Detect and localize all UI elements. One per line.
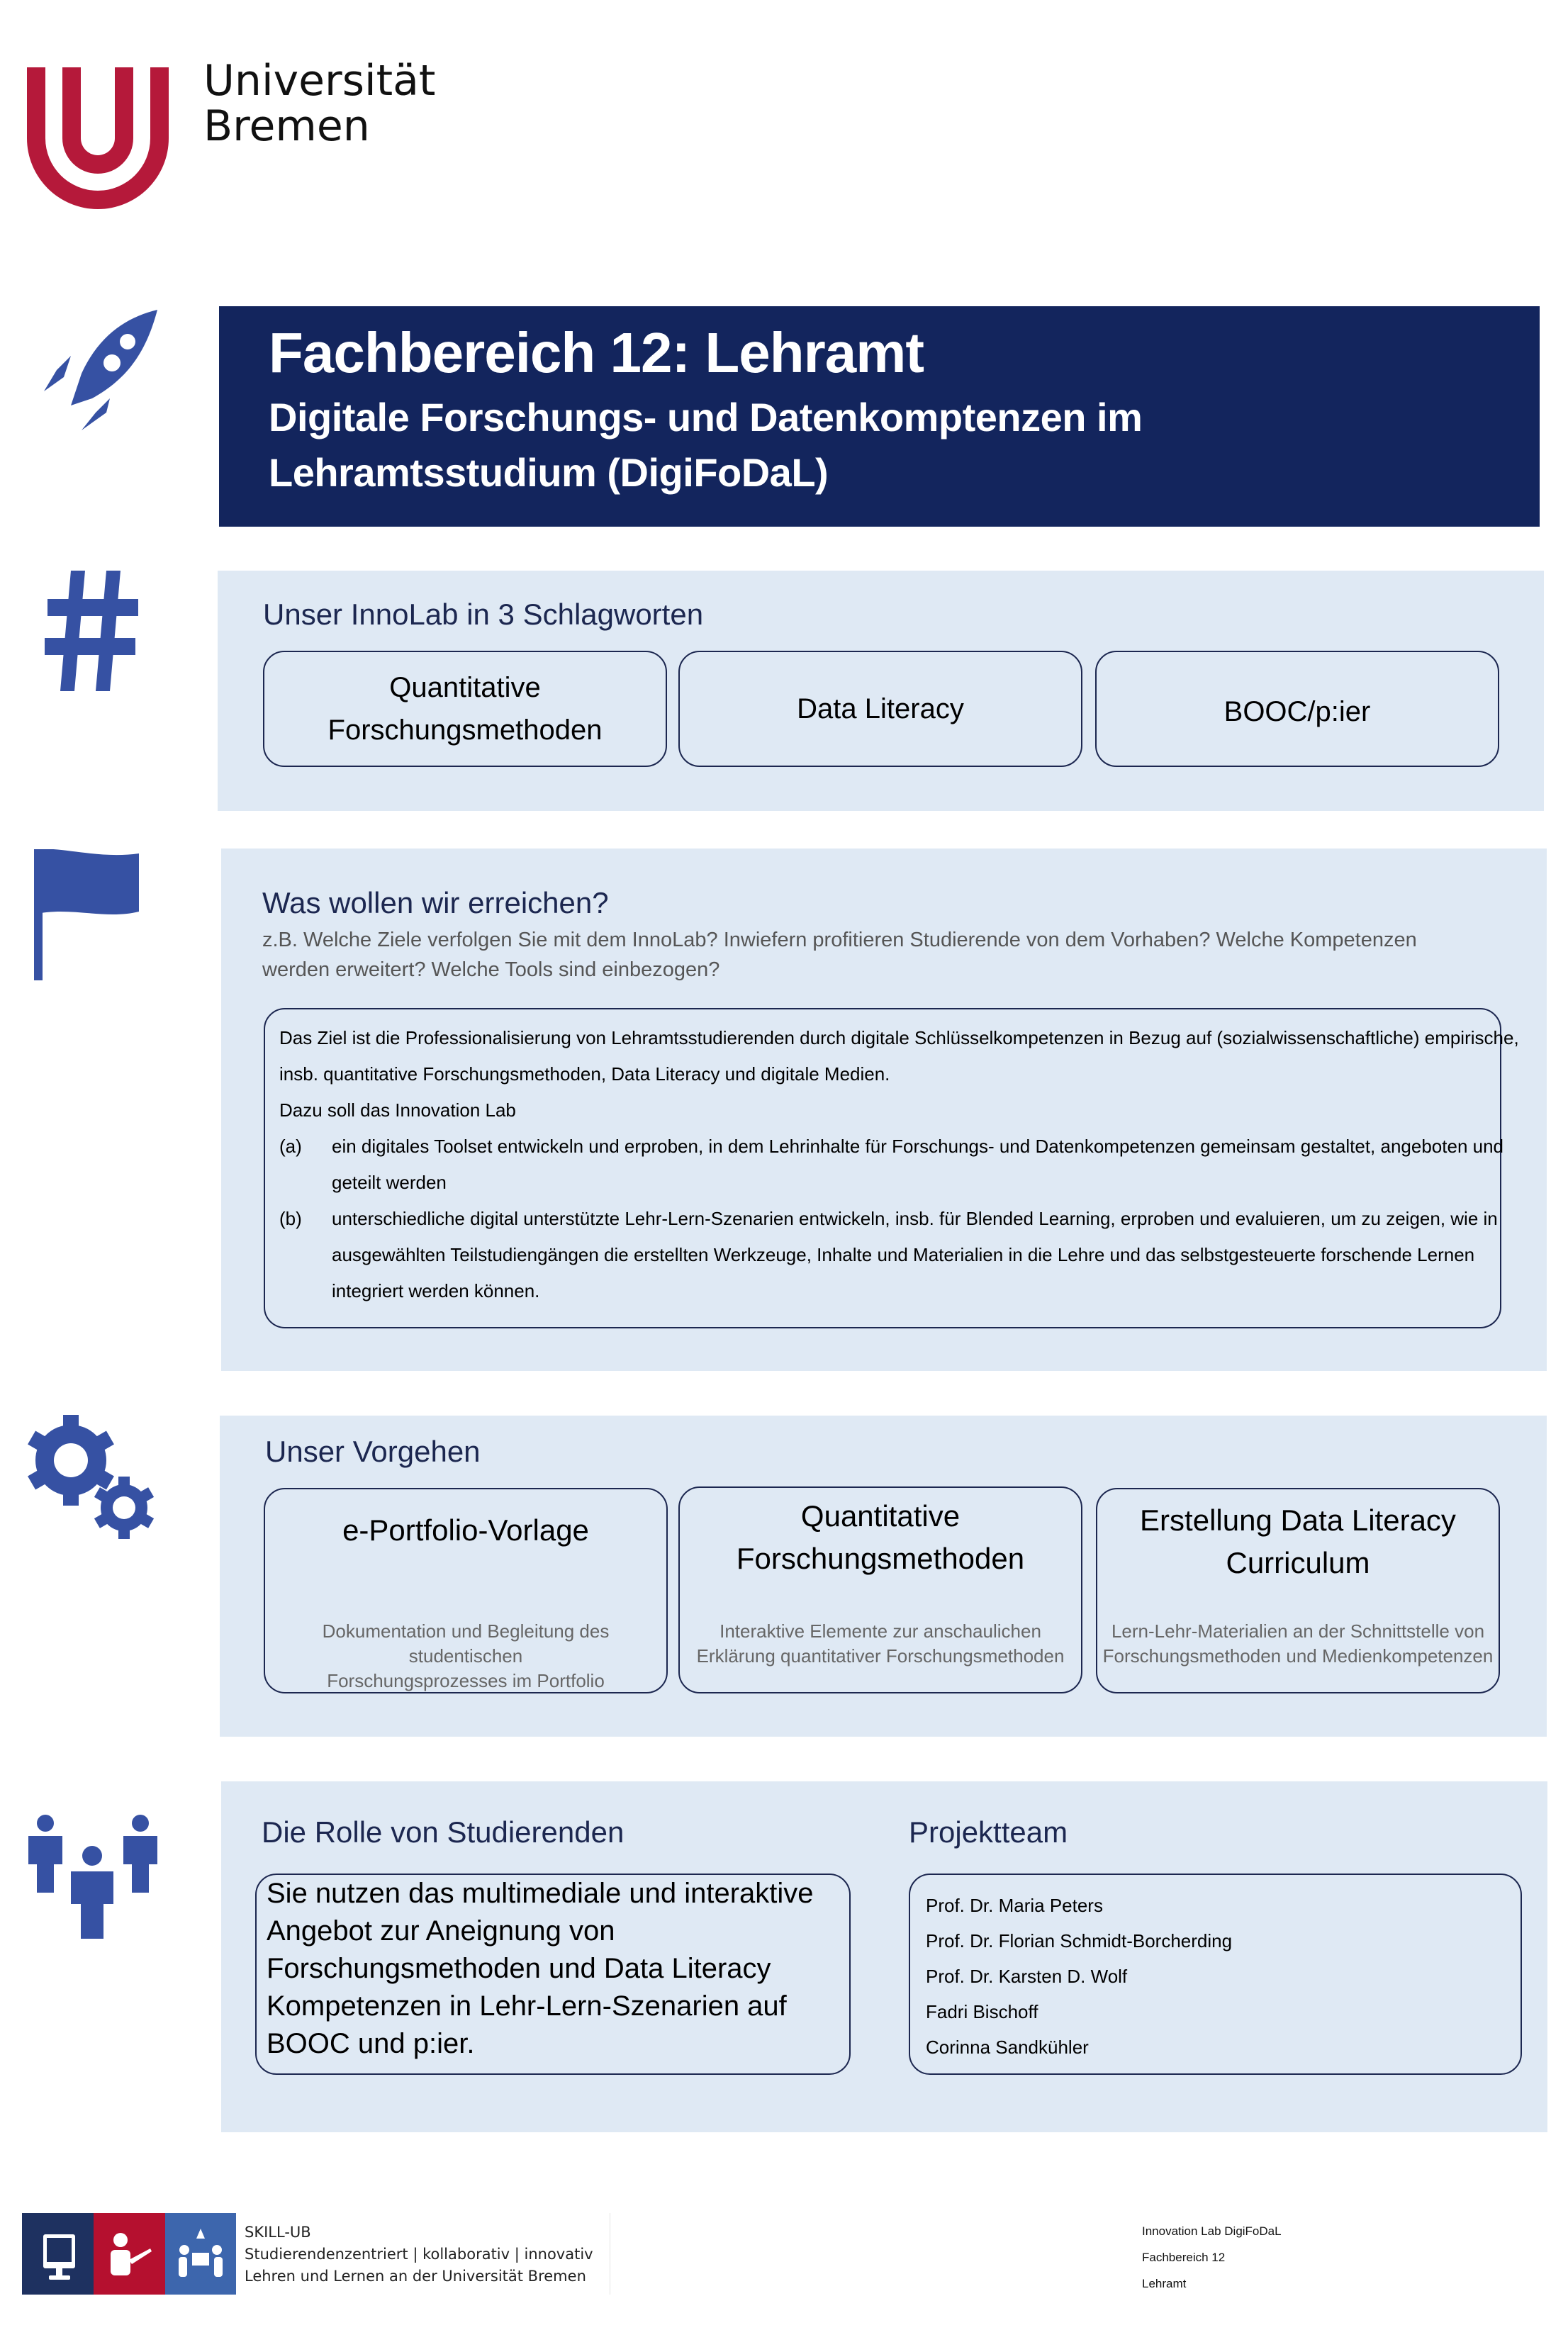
goals-paragraph-line1: Das Ziel ist die Professionalisierung von Lehramtsstudierenden durch digitale Schlüsselkompetenzen in Bezug auf (sozialwissenschaftliche) empirische, <box>279 1027 1519 1048</box>
approach-title <box>680 1495 1081 1580</box>
footer-project-name: Innovation Lab DigiFoDaL <box>1142 2224 1282 2238</box>
goals-item-line2: ausgewählten Teilstudiengängen die erstellten Werkzeuge, Inhalte und Materialien in die Lehre und das selbstgesteuerte forschende Lernen <box>332 1244 1475 1265</box>
team-heading: Projektteam <box>909 1815 1068 1849</box>
goals-paragraph-line2: insb. quantitative Forschungsmethoden, Data Literacy und digitale Medien. <box>279 1063 890 1085</box>
footer-project-info <box>1142 2218 1282 2297</box>
students-team-section <box>221 1781 1547 2132</box>
approach-desc-line2: Forschungsprozesses im Portfolio <box>327 1670 605 1691</box>
approach-box <box>678 1486 1082 1693</box>
teacher-icon <box>94 2213 165 2295</box>
approach-title-line1: Erstellung Data Literacy <box>1140 1503 1456 1537</box>
skill-ub-logo <box>22 2213 236 2295</box>
approach-heading: Unser Vorgehen <box>265 1435 481 1468</box>
goals-instruction <box>262 925 1524 985</box>
goals-list-item <box>279 1201 1498 1309</box>
goals-instruction-line2: werden erweitert? Welche Tools sind einbezogen? <box>262 958 720 981</box>
approach-desc-line2: Forschungsmethoden und Medienkompetenzen <box>1102 1645 1494 1667</box>
flag-icon <box>34 849 140 980</box>
goals-text-box <box>264 1008 1519 1328</box>
approach-desc-line1: Dokumentation und Begleitung des studentischen <box>322 1620 610 1667</box>
approach-box <box>1096 1488 1500 1693</box>
goals-item-line3: integriert werden können. <box>332 1280 540 1301</box>
skill-ub-text <box>245 2222 593 2287</box>
title-banner <box>219 306 1540 527</box>
students-text-line: Forschungsmethoden und Data Literacy <box>267 1953 771 1984</box>
approach-box <box>264 1488 668 1693</box>
skill-tile-teacher <box>94 2213 165 2295</box>
goals-intro: Dazu soll das Innovation Lab <box>279 1099 516 1121</box>
approach-title-line1: e-Portfolio-Vorlage <box>342 1513 589 1547</box>
team-rocket-icon <box>165 2213 236 2295</box>
students-text-line: Kompetenzen in Lehr-Lern-Szenarien auf <box>267 1990 787 2022</box>
approach-description <box>1097 1619 1499 1669</box>
people-icon <box>27 1815 162 1942</box>
approach-title-line2: Curriculum <box>1226 1546 1370 1579</box>
team-list <box>926 1888 1232 2065</box>
goals-text <box>279 1020 1519 1309</box>
goals-item-label: (a) <box>279 1136 302 1157</box>
page-subtitle: Digitale Forschungs- und Datenkomptenzen im Lehramtsstudium (DigiFoDaL) <box>269 395 1143 495</box>
approach-description <box>680 1619 1081 1669</box>
keyword-line1: BOOC/p:ier <box>1223 696 1371 727</box>
skill-tile-monitor <box>22 2213 94 2295</box>
students-heading: Die Rolle von Studierenden <box>262 1815 625 1849</box>
goals-heading: Was wollen wir erreichen? <box>262 886 609 919</box>
goals-instruction-line1: z.B. Welche Ziele verfolgen Sie mit dem InnoLab? Inwiefern profitieren Studierende von dem Vorhaben? Welche Kompetenzen <box>262 929 1417 951</box>
approach-desc-line1: Interaktive Elemente zur anschaulichen <box>719 1620 1041 1642</box>
university-logo <box>27 67 169 211</box>
approach-title-line1: Quantitative <box>800 1499 961 1533</box>
keyword-line1: Quantitative <box>389 672 541 703</box>
keyword-box <box>678 651 1082 767</box>
keyword-line1: Data Literacy <box>797 693 964 724</box>
skill-ub-subtitle: Lehren und Lernen an der Universität Bremen <box>245 2268 586 2285</box>
keyword-box <box>263 651 667 767</box>
keywords-heading: Unser InnoLab in 3 Schlagworten <box>263 598 704 631</box>
goals-item-line2: geteilt werden <box>332 1172 447 1193</box>
university-u-mark-icon <box>27 67 169 211</box>
approach-title <box>1097 1499 1499 1584</box>
skill-ub-name: SKILL-UB <box>245 2224 311 2241</box>
students-text <box>267 1875 814 2063</box>
team-member: Fadri Bischoff <box>926 2001 1038 2022</box>
students-text-line: Angebot zur Aneignung von <box>267 1915 615 1947</box>
footer-program: Lehramt <box>1142 2277 1187 2290</box>
goals-item-label: (b) <box>279 1208 302 1229</box>
approach-section <box>220 1416 1547 1737</box>
university-name <box>203 58 435 149</box>
team-member: Prof. Dr. Florian Schmidt-Borcherding <box>926 1930 1233 1951</box>
approach-title-line2: Forschungsmethoden <box>736 1542 1025 1575</box>
gears-icon <box>25 1414 159 1549</box>
keywords-section <box>218 571 1544 811</box>
goals-item-line1: unterschiedliche digital unterstützte Lehr-Lern-Szenarien entwickeln, insb. für Blended Learning, erproben und evaluieren, um zu zeigen, wie in <box>332 1208 1498 1229</box>
university-name-line1: Universität <box>203 56 436 106</box>
keyword-box <box>1095 651 1499 767</box>
students-text-line: Sie nutzen das multimediale und interaktive <box>267 1878 814 1909</box>
goals-list-item <box>279 1129 1504 1201</box>
skill-tile-team <box>165 2213 236 2295</box>
keyword-line2: Forschungsmethoden <box>327 715 603 746</box>
footer-department: Fachbereich 12 <box>1142 2251 1226 2264</box>
rocket-icon <box>28 306 163 434</box>
hashtag-icon <box>39 567 145 695</box>
team-member: Prof. Dr. Maria Peters <box>926 1895 1103 1916</box>
team-member: Corinna Sandkühler <box>926 2037 1089 2058</box>
approach-desc-line1: Lern-Lehr-Materialien an der Schnittstelle von <box>1111 1620 1485 1642</box>
approach-title <box>265 1509 666 1552</box>
skill-ub-tagline: Studierendenzentriert | kollaborativ | innovativ <box>245 2246 593 2263</box>
goals-section <box>221 849 1547 1371</box>
team-member: Prof. Dr. Karsten D. Wolf <box>926 1966 1128 1987</box>
page-title: Fachbereich 12: Lehramt <box>269 321 924 384</box>
goals-item-line1: ein digitales Toolset entwickeln und erproben, in dem Lehrinhalte für Forschungs- und Datenkompetenzen gemeinsam gestaltet, angeboten und <box>332 1136 1504 1157</box>
team-box <box>909 1874 1522 2075</box>
approach-desc-line2: Erklärung quantitativer Forschungsmethoden <box>696 1645 1065 1667</box>
approach-description <box>265 1619 666 1693</box>
university-name-line2: Bremen <box>203 101 370 151</box>
monitor-icon <box>22 2213 94 2295</box>
students-text-line: BOOC und p:ier. <box>267 2028 475 2059</box>
students-text-box <box>255 1874 851 2075</box>
